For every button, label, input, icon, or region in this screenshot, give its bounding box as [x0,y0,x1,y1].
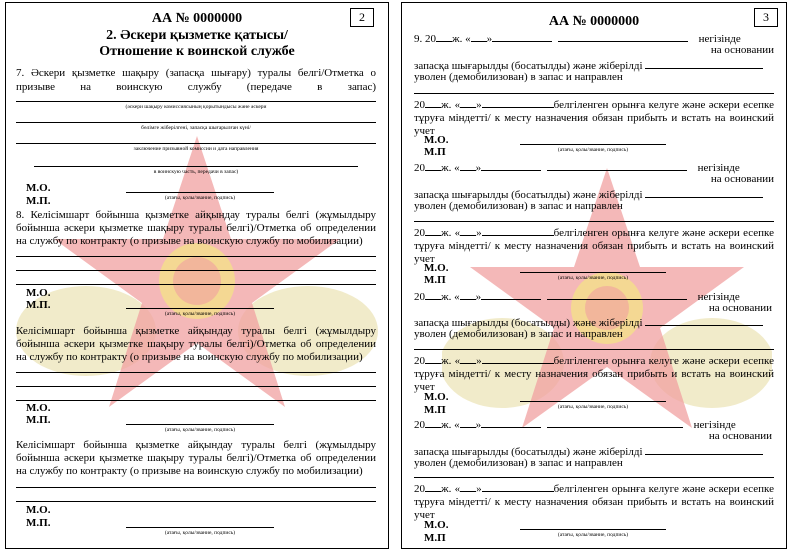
contract-field-1[interactable] [16,372,376,373]
signature-line[interactable] [520,529,666,530]
stamp-mp-label: М.П. [26,195,51,207]
item7-field-3[interactable] [16,143,376,144]
reserve-ru-4: уволен (демобилизован) в запас и направлен [414,457,623,469]
stamp-mp-label: М.П. [26,414,51,426]
caption-part-ru: в воинскую часть, передачи в запас) [153,169,239,175]
section-title-ru: Отношение к воинской службе [99,44,295,59]
stamp-mo-label: М.О. [26,504,51,516]
caption-signature: (атағы, қолы/звание, подпись) [557,275,629,281]
item7-field-1[interactable] [16,101,376,102]
caption-commission-ru: заключение призывной комиссии и дата направления [133,146,259,152]
na-osnovanii-2: на основании [710,173,774,185]
reserve-ru-3: уволен (демобилизован) в запас и направлен [414,328,623,340]
page-number: 2 [350,8,374,27]
signature-line[interactable] [520,272,666,273]
signature-line[interactable] [520,144,666,145]
stamp-mo-label: М.О. [424,391,449,403]
stamp-mo-label: М.О. [424,519,449,531]
caption-signature: (атағы, қолы/звание, подпись) [557,147,629,153]
na-osnovanii-3: на основании [708,302,772,314]
signature-line[interactable] [126,192,274,193]
na-osnovanii-1: на основании [710,44,774,56]
contract-text-2: Келісімшарт бойынша қызметке айқындау туралы белгі (жұмылдыру бойынша әскери қызметке шақыру туралы белгі)/Отметка об определении на службу по контракту (о призыве на воинскую службу по мобилизации) [16,439,376,477]
na-osnovanii-4: на основании [708,430,772,442]
arrival-text-3: 20 ж. « » белгіленген орынға келуге және әскери есепке тұруға міндетті/ к месту назначения обязан прибыть и встать на воинский учет [414,355,774,393]
stamp-mp-label: М.П [424,146,446,158]
destination-field-4[interactable] [414,477,774,478]
caption-signature: (атағы, қолы/звание, подпись) [164,427,236,433]
page-left [5,2,389,549]
document-serial: АА № 0000000 [548,14,640,29]
stamp-mp-label: М.П [424,274,446,286]
item7-field-4[interactable] [34,166,358,167]
item7-line1: 7. Әскери қызметке шақыру (запасқа шығару) туралы белгі/Отметка о [16,67,376,79]
caption-signature: (атағы, қолы/звание, подпись) [557,532,629,538]
contract-field-5[interactable] [16,501,376,502]
caption-part-kz: бөлімге жіберілгені, запасқа шығарылған күні/ [141,125,251,131]
stamp-mo-label: М.О. [424,134,449,146]
destination-field-2[interactable] [414,221,774,222]
signature-line[interactable] [126,308,274,309]
stamp-mp-label: М.П. [26,299,51,311]
stamp-mp-label: М.П [424,532,446,544]
reserve-kz-2: запасқа шығарылды (босатылды) және жіберілді [414,187,776,202]
contract-field-3[interactable] [16,400,376,401]
stamp-mo-label: М.О. [26,402,51,414]
contract-text-1: Келісімшарт бойынша қызметке айқындау туралы белгі (жұмылдыру бойынша әскери қызметке шақыру туралы белгі)/Отметка об определении на службу по контракту (о призыве на воинскую службу по мобилизации) [16,325,376,363]
item8-field-3[interactable] [16,284,376,285]
stamp-mo-label: М.О. [26,287,51,299]
page-right [401,2,787,549]
arrival-text-1: 20 ж. « » белгіленген орынға келуге және әскери есепке тұруға міндетті/ к месту назначения обязан прибыть и встать на воинский учет [414,99,774,137]
arrival-text-4: 20 ж. « » белгіленген орынға келуге және әскери есепке тұруға міндетті/ к месту назначения обязан прибыть и встать на воинский учет [414,483,774,521]
item7-line2: призыве на воинскую службу (передаче в запас) [16,81,376,93]
item8-text: 8. Келісімшарт бойынша қызметке айқындау туралы белгі (жұмылдыру бойынша әскери қызметке шақыру туралы белгі)/Отметка об определении на службу по контракту (о призыве на воинскую службу по мобилизации) [16,209,376,247]
caption-signature: (атағы, қолы/звание, подпись) [164,530,236,536]
caption-signature: (атағы, қолы/звание, подпись) [164,311,236,317]
date-line-4: 20 ж. « » негізінде [414,419,736,431]
item8-field-2[interactable] [16,270,376,271]
stamp-mp-label: М.П [424,404,446,416]
caption-signature: (атағы, қолы/звание, подпись) [557,404,629,410]
destination-field-1[interactable] [414,93,774,94]
destination-field-3[interactable] [414,349,774,350]
stamp-mp-label: М.П. [26,517,51,529]
reserve-kz-1: запасқа шығарылды (босатылды) және жіберілді [414,58,776,73]
arrival-text-2: 20 ж. « » белгіленген орынға келуге және әскери есепке тұруға міндетті/ к месту назначения обязан прибыть и встать на воинский учет [414,227,774,265]
date-line-2: 20 ж. « » негізінде [414,162,740,174]
item7-field-2[interactable] [16,122,376,123]
section-title-kz: 2. Әскери қызметке қатысы/ [106,28,288,43]
reserve-ru-2: уволен (демобилизован) в запас и направлен [414,200,623,212]
stamp-mo-label: М.О. [424,262,449,274]
date-line-3: 20 ж. « » негізінде [414,291,740,303]
contract-field-4[interactable] [16,487,376,488]
reserve-ru-1: уволен (демобилизован) в запас и направлен [414,71,623,83]
stamp-mo-label: М.О. [26,182,51,194]
signature-line[interactable] [126,527,274,528]
item8-field-1[interactable] [16,256,376,257]
date-line-1: 9. 20 ж. « » негізінде [414,33,741,45]
contract-field-2[interactable] [16,386,376,387]
page-number: 3 [754,8,778,27]
caption-signature: (атағы, қолы/звание, подпись) [164,195,236,201]
signature-line[interactable] [126,424,274,425]
reserve-kz-3: запасқа шығарылды (босатылды) және жіберілді [414,315,776,330]
reserve-kz-4: запасқа шығарылды (босатылды) және жіберілді [414,444,776,459]
signature-line[interactable] [520,401,666,402]
caption-commission: (әскери шақыру комиссиясының қорытындысы және әскери [125,104,267,110]
document-serial: АА № 0000000 [151,11,243,26]
